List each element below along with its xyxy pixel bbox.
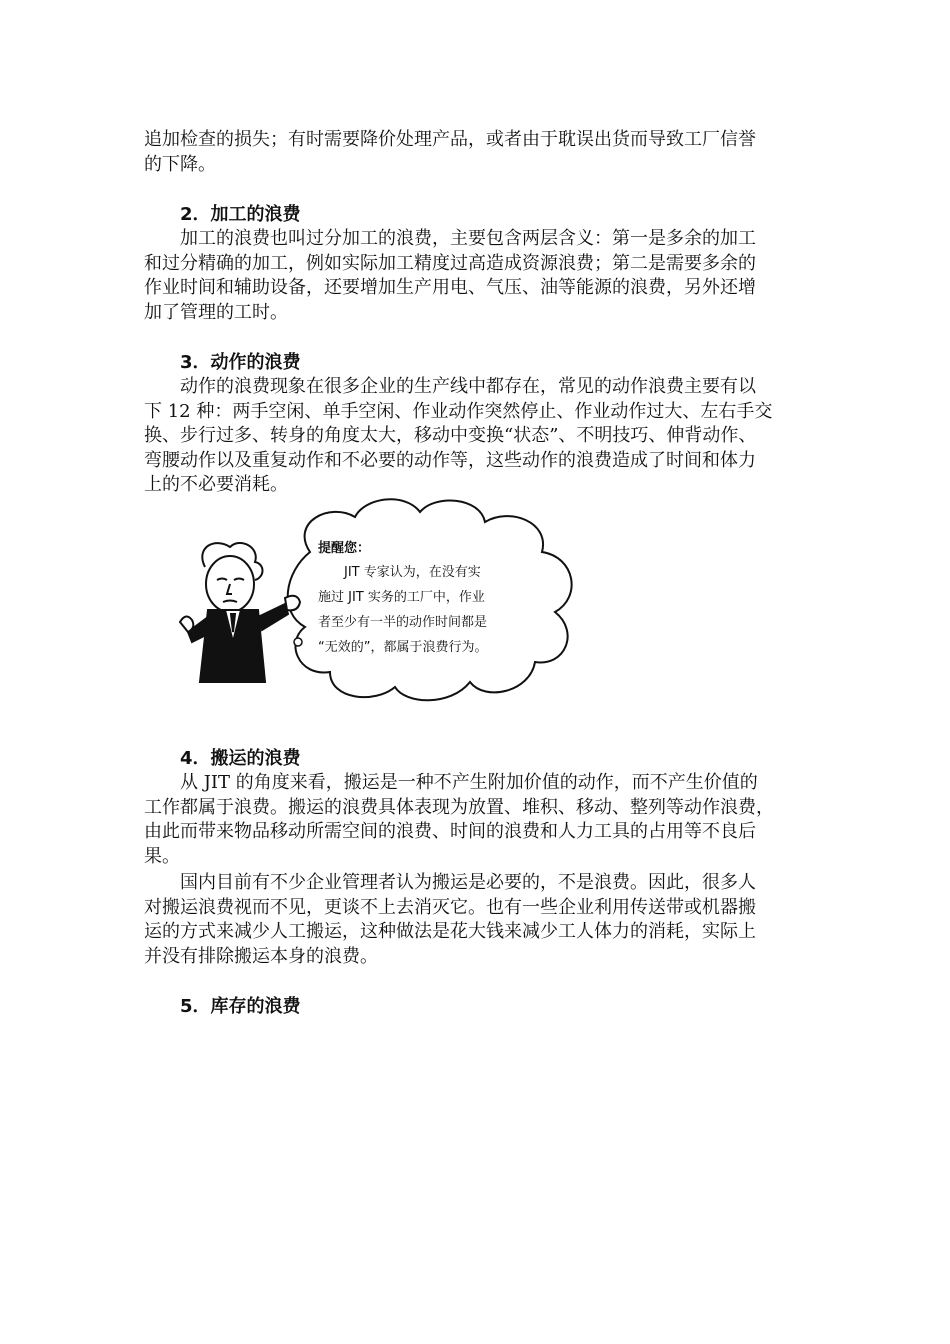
text-line: 从 JIT 的角度来看，搬运是一种不产生附加价值的动作，而不产生价值的: [144, 772, 758, 793]
tip-line: 者至少有一半的动作时间都是: [318, 615, 488, 630]
text-line: 下 12 种：两手空闲、单手空闲、作业动作突然停止、作业动作过大、左右手交: [144, 400, 773, 422]
text-line: 追加检查的损失；有时需要降价处理产品，或者由于耽误出货而导致工厂信誉: [144, 129, 756, 150]
section-3-heading: 3．动作的浪费: [180, 352, 301, 373]
text-line: 动作的浪费现象在很多企业的生产线中都存在，常见的动作浪费主要有以: [144, 376, 756, 397]
text-line: 加了管理的工时。: [144, 301, 288, 323]
text-line: 的下降。: [144, 153, 216, 175]
text-line: 弯腰动作以及重复动作和不必要的动作等，这些动作的浪费造成了时间和体力: [144, 449, 756, 471]
tip-line: 施过 JIT 实务的工厂中，作业: [318, 590, 485, 605]
section-5-heading: 5．库存的浪费: [180, 996, 301, 1017]
section-3-paragraph: [144, 375, 812, 498]
intro-paragraph: [144, 128, 812, 177]
section-2-paragraph: [144, 227, 812, 325]
tip-illustration: [170, 492, 590, 707]
tip-title: 提醒您：: [318, 541, 371, 556]
text-line: 和过分精确的加工，例如实际加工精度过高造成资源浪费；第二是需要多余的: [144, 252, 756, 274]
section-2-heading: 2．加工的浪费: [180, 204, 301, 225]
text-line: 运的方式来减少人工搬运，这种做法是花大钱来减少工人体力的消耗，实际上: [144, 921, 756, 943]
tip-line: “无效的”，都属于浪费行为。: [318, 640, 488, 655]
text-line: 工作都属于浪费。搬运的浪费具体表现为放置、堆积、移动、整列等动作浪费，: [144, 796, 774, 818]
text-line: 并没有排除搬运本身的浪费。: [144, 945, 378, 967]
section-4-heading: 4．搬运的浪费: [180, 748, 301, 769]
text-line: 作业时间和辅助设备，还要增加生产用电、气压、油等能源的浪费，另外还增: [144, 277, 756, 299]
text-line: 国内目前有不少企业管理者认为搬运是必要的，不是浪费。因此，很多人: [144, 872, 756, 893]
tip-line: JIT 专家认为，在没有实: [318, 565, 481, 580]
tip-text: [318, 560, 487, 660]
text-line: 由此而带来物品移动所需空间的浪费、时间的浪费和人力工具的占用等不良后: [144, 821, 756, 843]
cartoon-man-icon: [180, 543, 300, 682]
section-4-paragraph-2: [144, 871, 812, 969]
text-line: 对搬运浪费视而不见，更谈不上去消灭它。也有一些企业利用传送带或机器搬: [144, 896, 756, 918]
text-line: 上的不必要消耗。: [144, 474, 288, 496]
section-4-paragraph-1: [144, 771, 812, 869]
text-line: 果。: [144, 845, 180, 867]
text-line: 换、步行过多、转身的角度太大，移动中变换“状态”、不明技巧、伸背动作、: [144, 425, 757, 447]
text-line: 加工的浪费也叫过分加工的浪费，主要包含两层含义：第一是多余的加工: [144, 228, 756, 249]
